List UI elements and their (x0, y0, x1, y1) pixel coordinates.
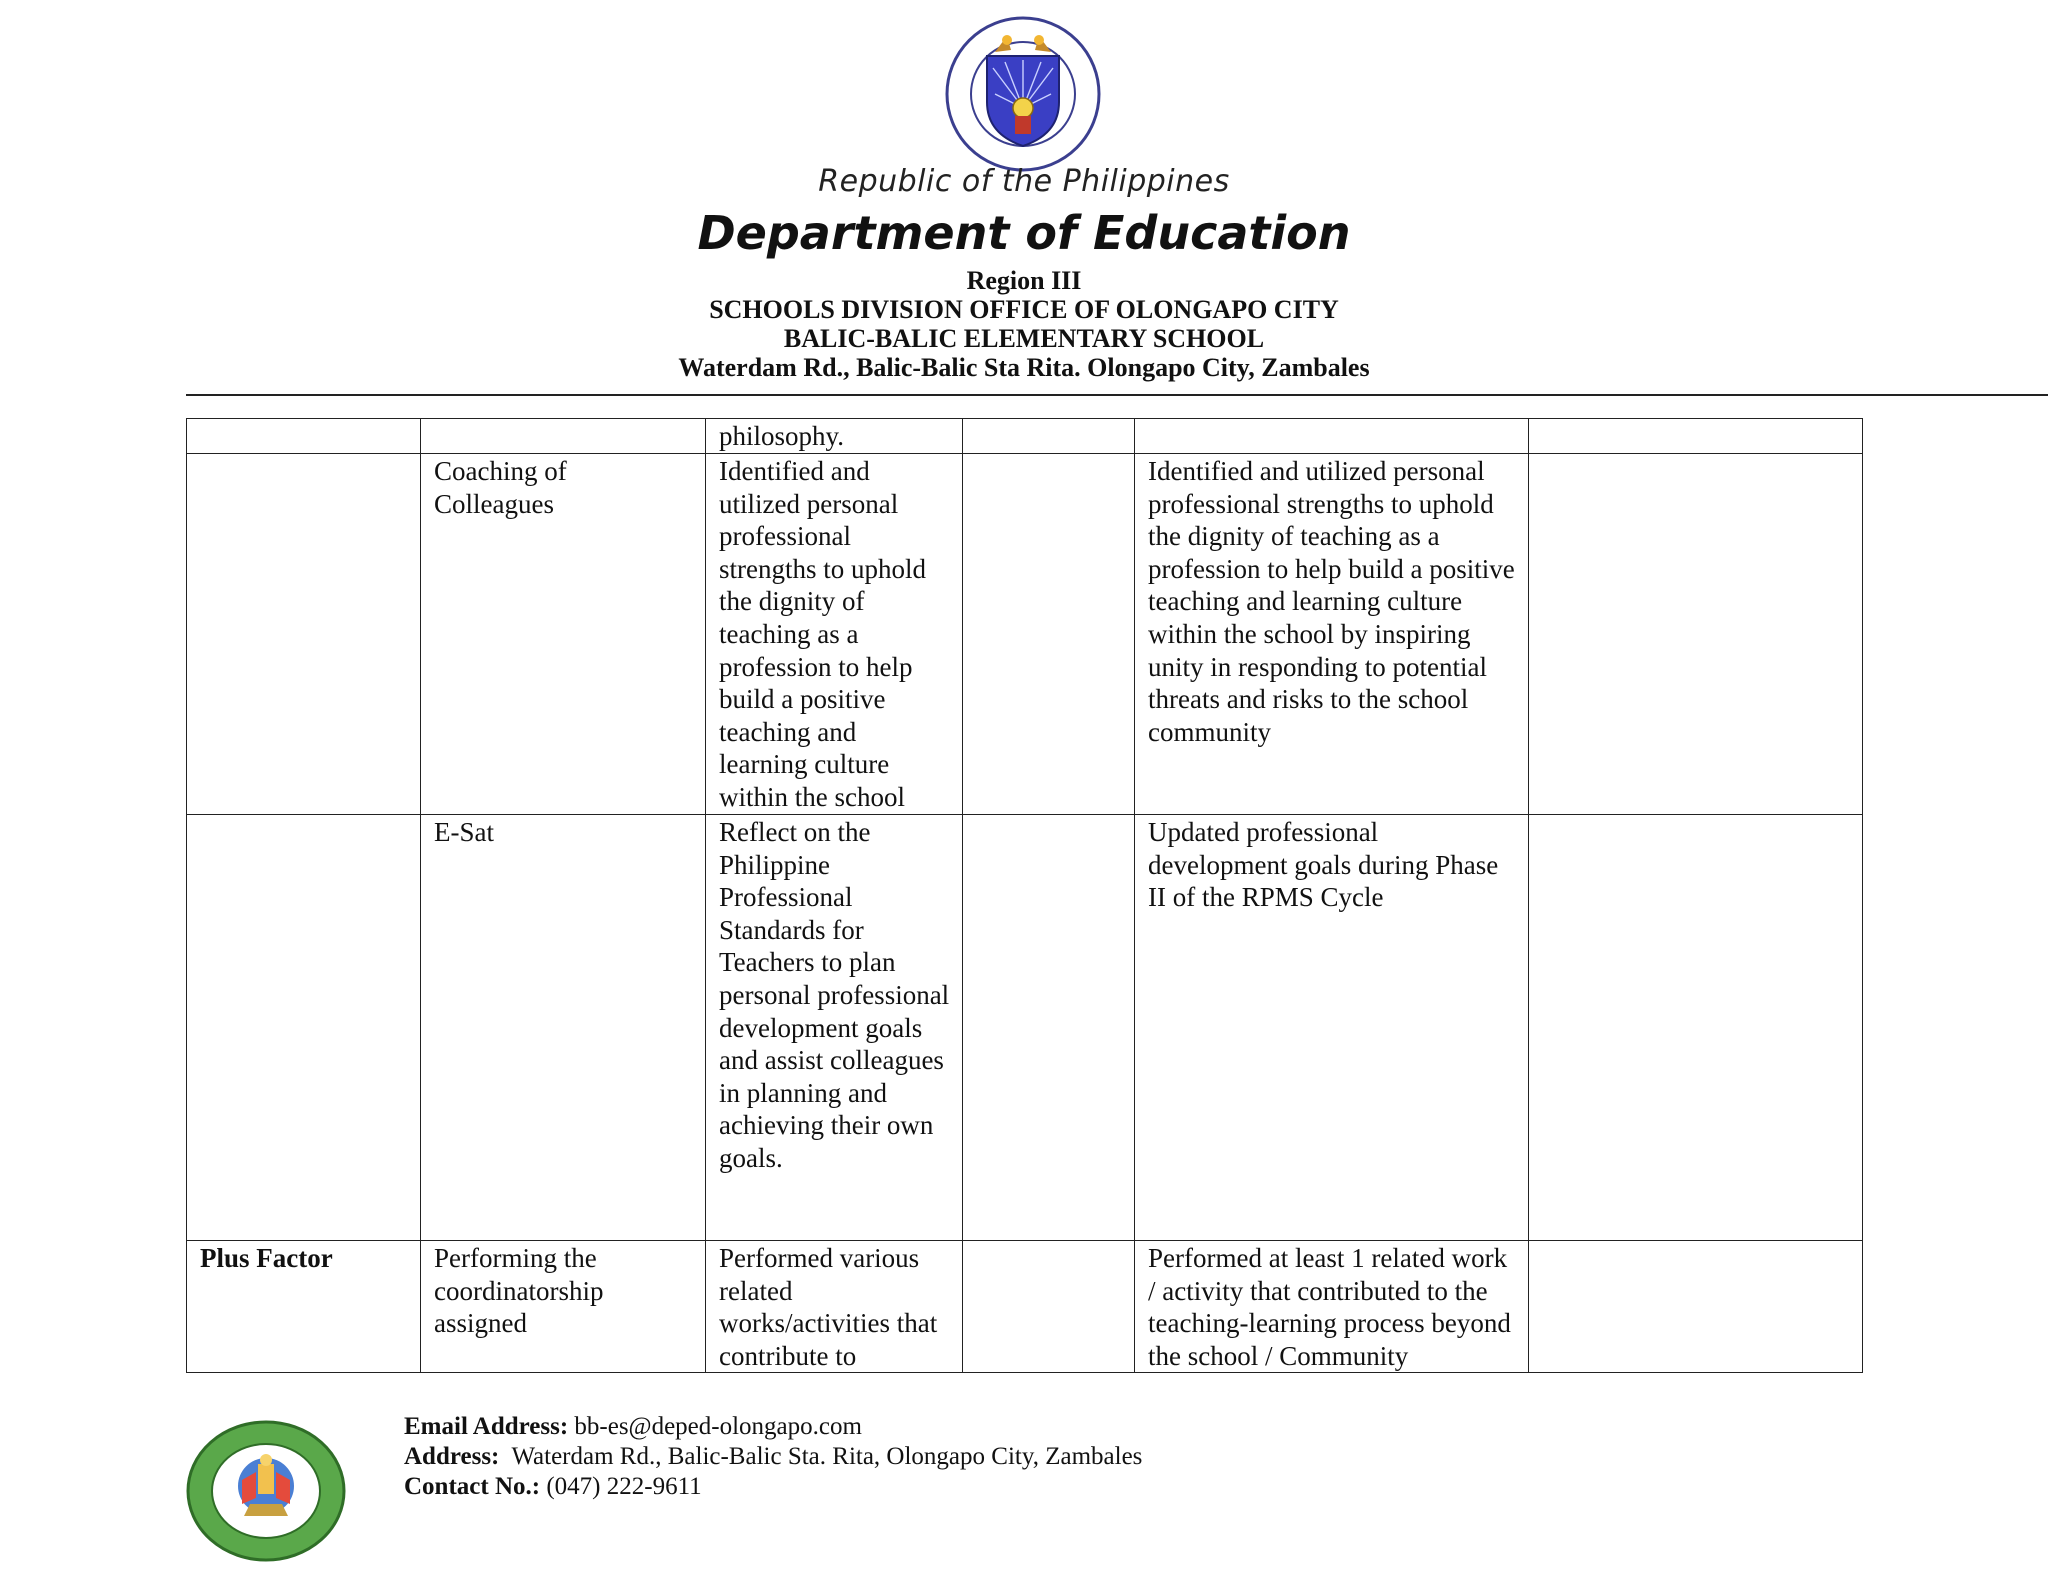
table-cell: Updated professional development goals during Phase II of the RPMS Cycle (1135, 815, 1529, 1241)
table-cell: Reflect on the Philippine Professional Standards for Teachers to plan personal professional development goals and assist colleagues in planning and achieving their own goals. (706, 815, 963, 1241)
region-heading: Region III (966, 266, 1082, 295)
table-cell: Performed various related works/activities that contribute to (706, 1241, 963, 1373)
school-seal-logo (186, 1420, 346, 1562)
table-cell (1529, 419, 1863, 454)
table-cell (1529, 454, 1863, 815)
table-cell: Coaching of Colleagues (421, 454, 706, 815)
table-cell (187, 454, 421, 815)
email-value: bb-es@deped-olongapo.com (574, 1413, 862, 1440)
contact-value: (047) 222-9611 (546, 1473, 702, 1500)
table-cell (421, 419, 706, 454)
table-cell: Identified and utilized personal professional strengths to uphold the dignity of teaching as a profession to help build a positive teaching and learning culture within the school by inspiring unity in responding to potential threats and risks to the school community (1135, 454, 1529, 815)
school-address-heading: Waterdam Rd., Balic-Balic Sta Rita. Olongapo City, Zambales (678, 353, 1370, 382)
header-divider (186, 394, 2048, 396)
table-cell: philosophy. (706, 419, 963, 454)
table-cell: E-Sat (421, 815, 706, 1241)
table-cell (1529, 1241, 1863, 1373)
table-row (187, 419, 1863, 454)
deped-seal-logo (945, 16, 1101, 172)
footer-address (404, 1442, 1142, 1472)
email-label: Email Address: (404, 1413, 569, 1440)
division-heading: SCHOOLS DIVISION OFFICE OF OLONGAPO CITY (709, 295, 1339, 324)
table-cell (963, 1241, 1135, 1373)
table-cell: Performing the coordinatorship assigned (421, 1241, 706, 1373)
table-row (187, 815, 1863, 1241)
development-plan-table (186, 418, 1863, 1373)
address-label: Address: (404, 1443, 500, 1470)
contact-label: Contact No.: (404, 1473, 541, 1500)
footer-contact (404, 1472, 702, 1502)
table-cell-plus-factor: Plus Factor (187, 1241, 421, 1373)
table-cell: Identified and utilized personal professional strengths to uphold the dignity of teaching as a profession to help build a positive teaching and learning culture within the school (706, 454, 963, 815)
table-cell (963, 454, 1135, 815)
address-value: Waterdam Rd., Balic-Balic Sta. Rita, Olongapo City, Zambales (511, 1443, 1143, 1470)
table-cell: Performed at least 1 related work / activity that contributed to the teaching-learning process beyond the school / Community (1135, 1241, 1529, 1373)
republic-heading: Republic of the Philippines (818, 164, 1230, 199)
school-heading: BALIC-BALIC ELEMENTARY SCHOOL (783, 324, 1265, 353)
table-cell (1529, 815, 1863, 1241)
table-cell (187, 419, 421, 454)
table-row (187, 454, 1863, 815)
department-heading: Department of Education (697, 206, 1351, 260)
table-cell (963, 815, 1135, 1241)
table-row (187, 1241, 1863, 1373)
footer-email (404, 1412, 862, 1442)
table-cell (963, 419, 1135, 454)
table-cell (187, 815, 421, 1241)
table-cell (1135, 419, 1529, 454)
